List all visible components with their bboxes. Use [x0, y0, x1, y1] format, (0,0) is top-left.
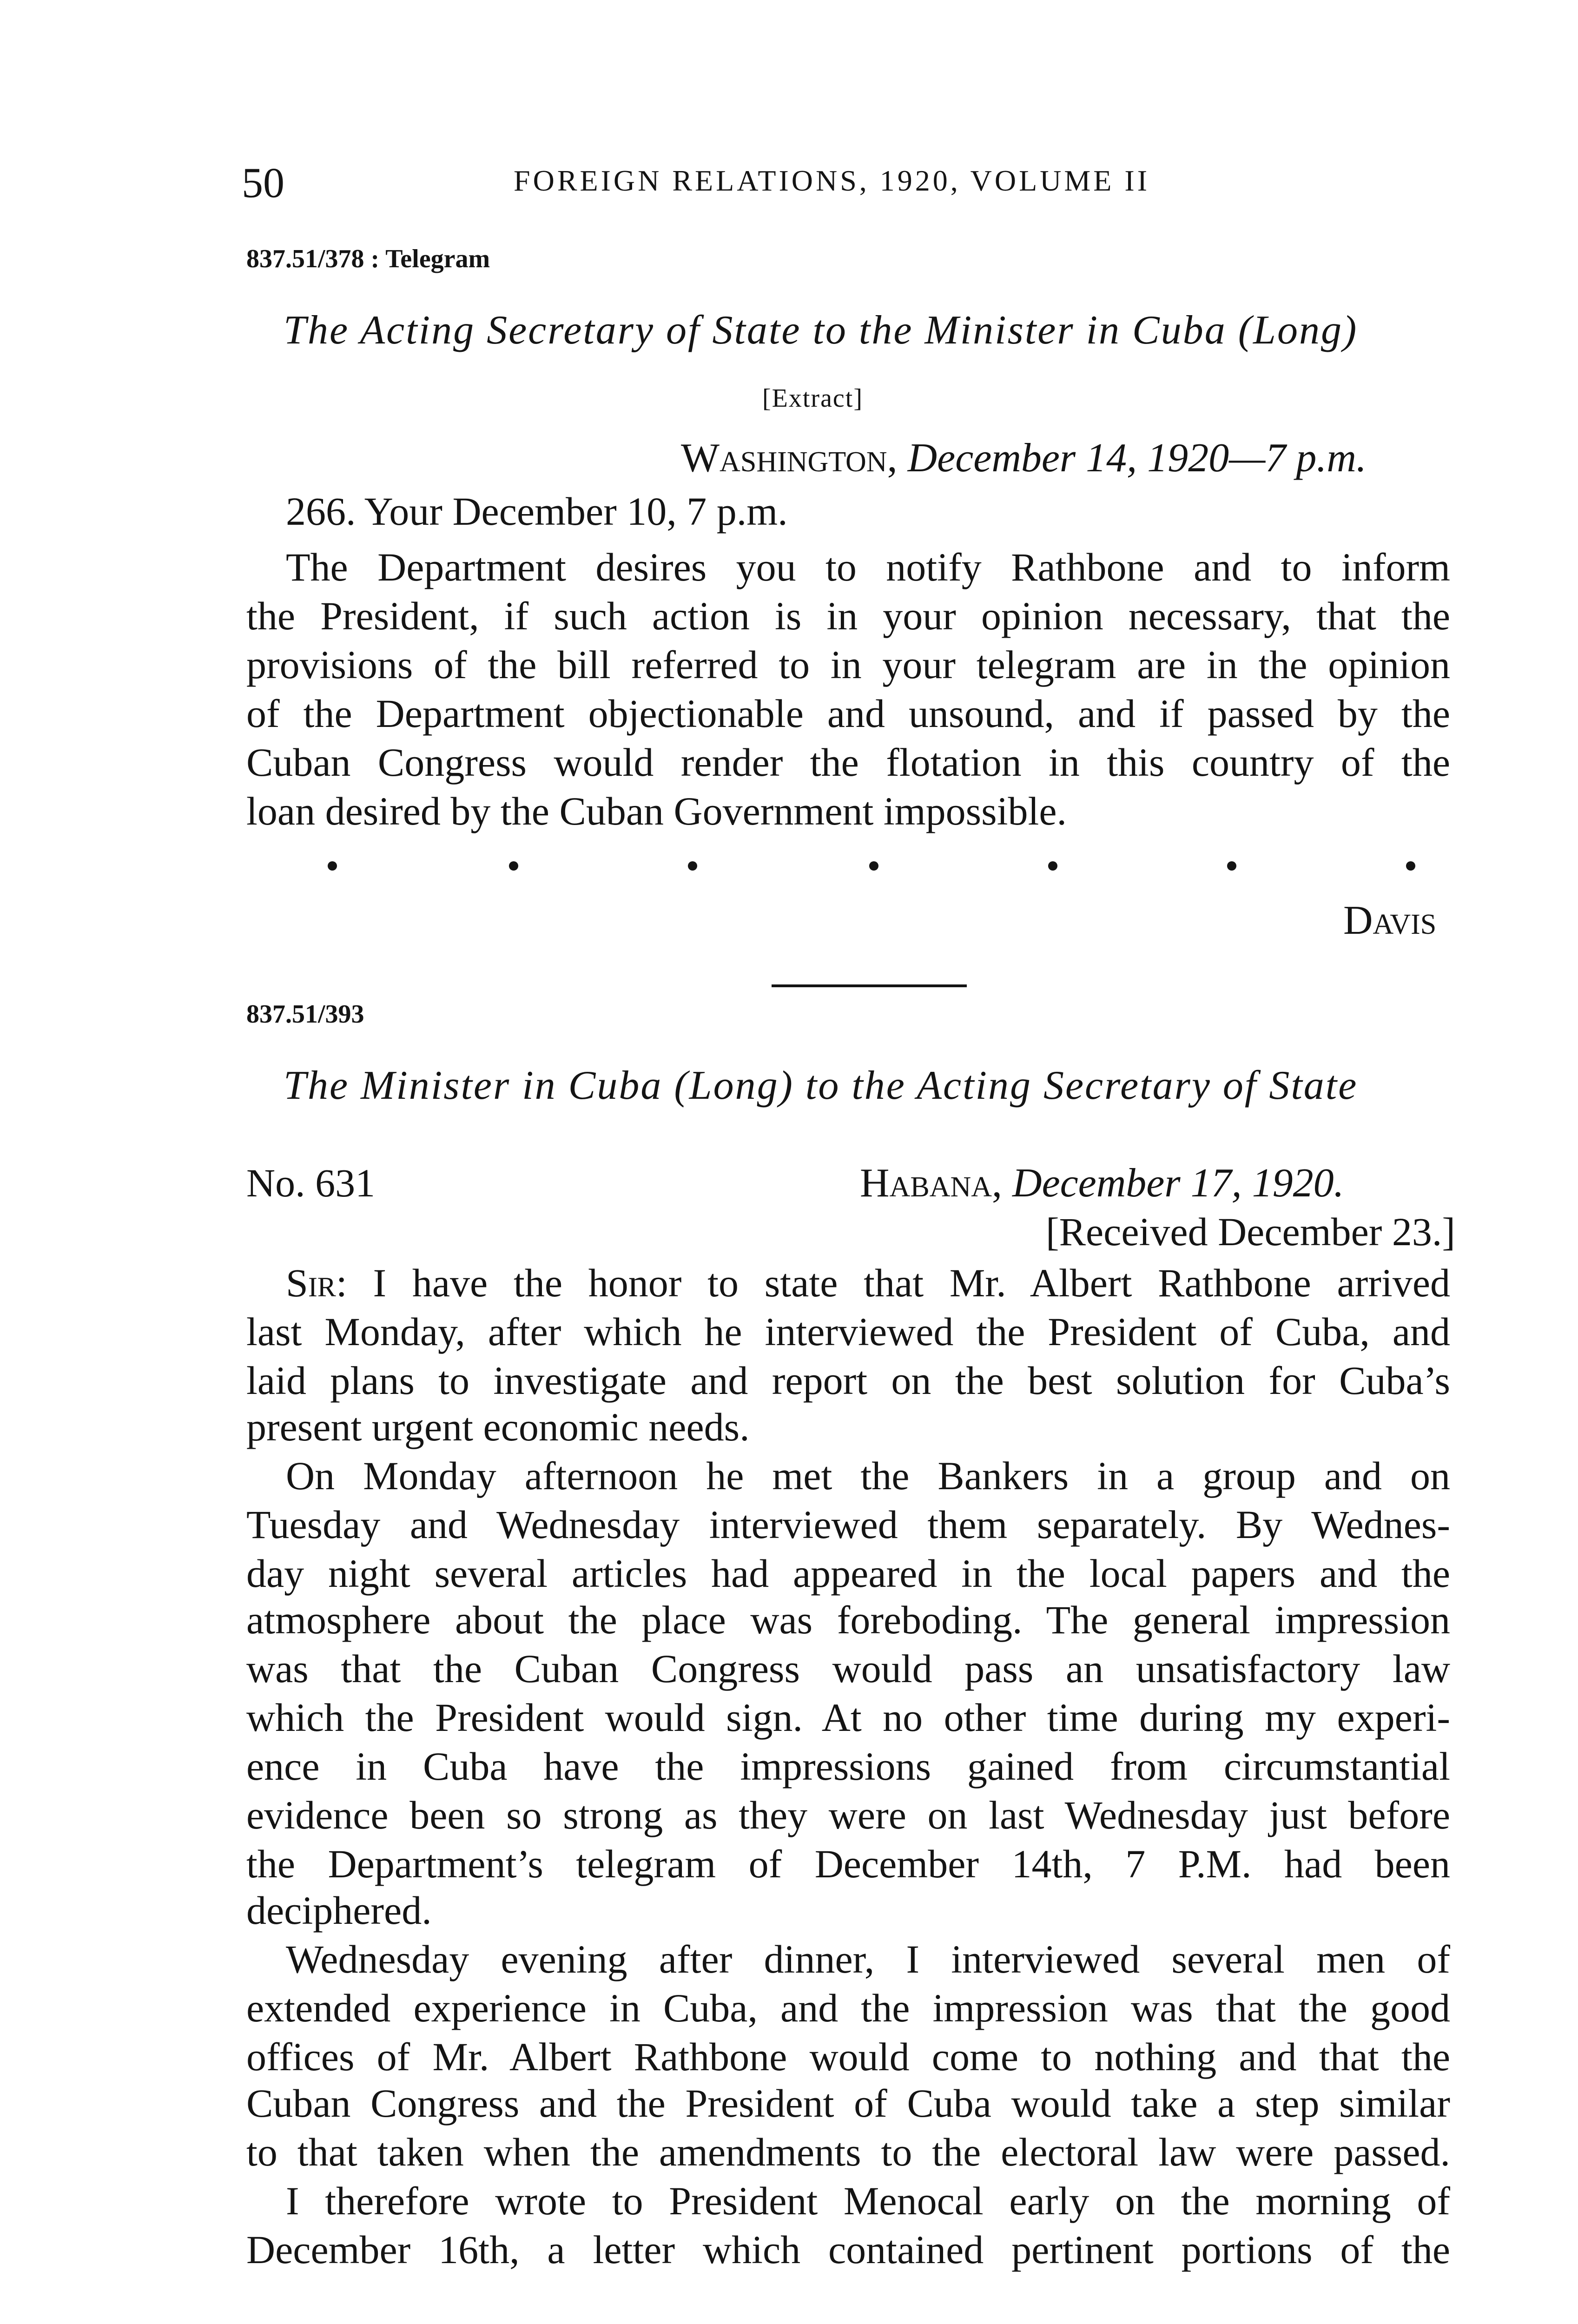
body-line: Tuesday and Wednesday interviewed them separately. By Wednes-: [246, 1502, 1450, 1547]
body-line: Cuban Congress would render the flotation in this country of the: [246, 740, 1450, 785]
received-note: [Received December 23.]: [1046, 1209, 1456, 1254]
body-line: Wednesday evening after dinner, I interviewed several men of: [286, 1937, 1450, 1981]
body-line: last Monday, after which he interviewed the President of Cuba, and: [246, 1309, 1450, 1354]
body-line: the Department’s telegram of December 14th, 7 P.M. had been: [246, 1842, 1450, 1886]
body-line: Cuban Congress and the President of Cuba would take a step similar: [246, 2081, 1450, 2126]
file-reference: 837.51/378 : Telegram: [246, 244, 490, 273]
page-number: 50: [242, 159, 284, 206]
dateline-place: Washington,: [681, 436, 898, 481]
body-line: The Department desires you to notify Rathbone and to inform: [286, 545, 1450, 589]
body-line: December 16th, a letter which contained pertinent portions of the: [246, 2227, 1450, 2272]
dateline-date: December 14, 1920—7 p.m.: [907, 436, 1367, 481]
body-line: to that taken when the amendments to the electoral law were passed.: [246, 2130, 1450, 2174]
body-line: deciphered.: [246, 1888, 432, 1933]
body-line: atmosphere about the place was foreboding. The general impression: [246, 1598, 1450, 1642]
body-line: laid plans to investigate and report on the best solution for Cuba’s: [246, 1358, 1450, 1403]
body-line: was that the Cuban Congress would pass an unsatisfactory law: [246, 1646, 1450, 1691]
body-line: Sir: I have the honor to state that Mr. Albert Rathbone arrived: [286, 1261, 1450, 1305]
document-title: The Minister in Cuba (Long) to the Acting Secretary of State: [284, 1063, 1358, 1108]
body-line: offices of Mr. Albert Rathbone would come to nothing and that the: [246, 2034, 1450, 2079]
body-line: day night several articles had appeared in the local papers and the: [246, 1551, 1450, 1596]
body-line: which the President would sign. At no other time during my experi-: [246, 1695, 1450, 1740]
body-line: I therefore wrote to President Menocal early on the morning of: [286, 2179, 1450, 2223]
body-line: present urgent economic needs.: [246, 1405, 750, 1449]
dateline-date: December 17, 1920.: [1012, 1161, 1344, 1206]
document-number: No. 631: [246, 1161, 376, 1205]
document-title: The Acting Secretary of State to the Minister in Cuba (Long): [284, 308, 1358, 353]
signature: Davis: [1343, 898, 1437, 943]
body-line: On Monday afternoon he met the Bankers in a group and on: [286, 1453, 1450, 1498]
dateline: [860, 1160, 1344, 1207]
running-title: FOREIGN RELATIONS, 1920, VOLUME II: [514, 164, 1150, 197]
body-line: ence in Cuba have the impressions gained from circumstantial: [246, 1744, 1450, 1789]
body-line: extended experience in Cuba, and the impression was that the good: [246, 1986, 1450, 2030]
body-line: of the Department objectionable and unsound, and if passed by the: [246, 691, 1450, 736]
dateline-place: Habana,: [860, 1161, 1003, 1206]
dateline: [681, 435, 1367, 482]
body-line: loan desired by the Cuban Government impossible.: [246, 789, 1067, 833]
salutation: Sir:: [286, 1261, 347, 1305]
body-line: evidence been so strong as they were on last Wednesday just before: [246, 1793, 1450, 1837]
section-divider: [772, 984, 967, 987]
extract-note: [Extract]: [762, 384, 863, 413]
telegram-number-line: 266. Your December 10, 7 p.m.: [286, 489, 788, 534]
body-line: the President, if such action is in your opinion necessary, that the: [246, 594, 1450, 638]
file-reference: 837.51/393: [246, 1000, 364, 1029]
body-line: provisions of the bill referred to in your telegram are in the opinion: [246, 642, 1450, 687]
